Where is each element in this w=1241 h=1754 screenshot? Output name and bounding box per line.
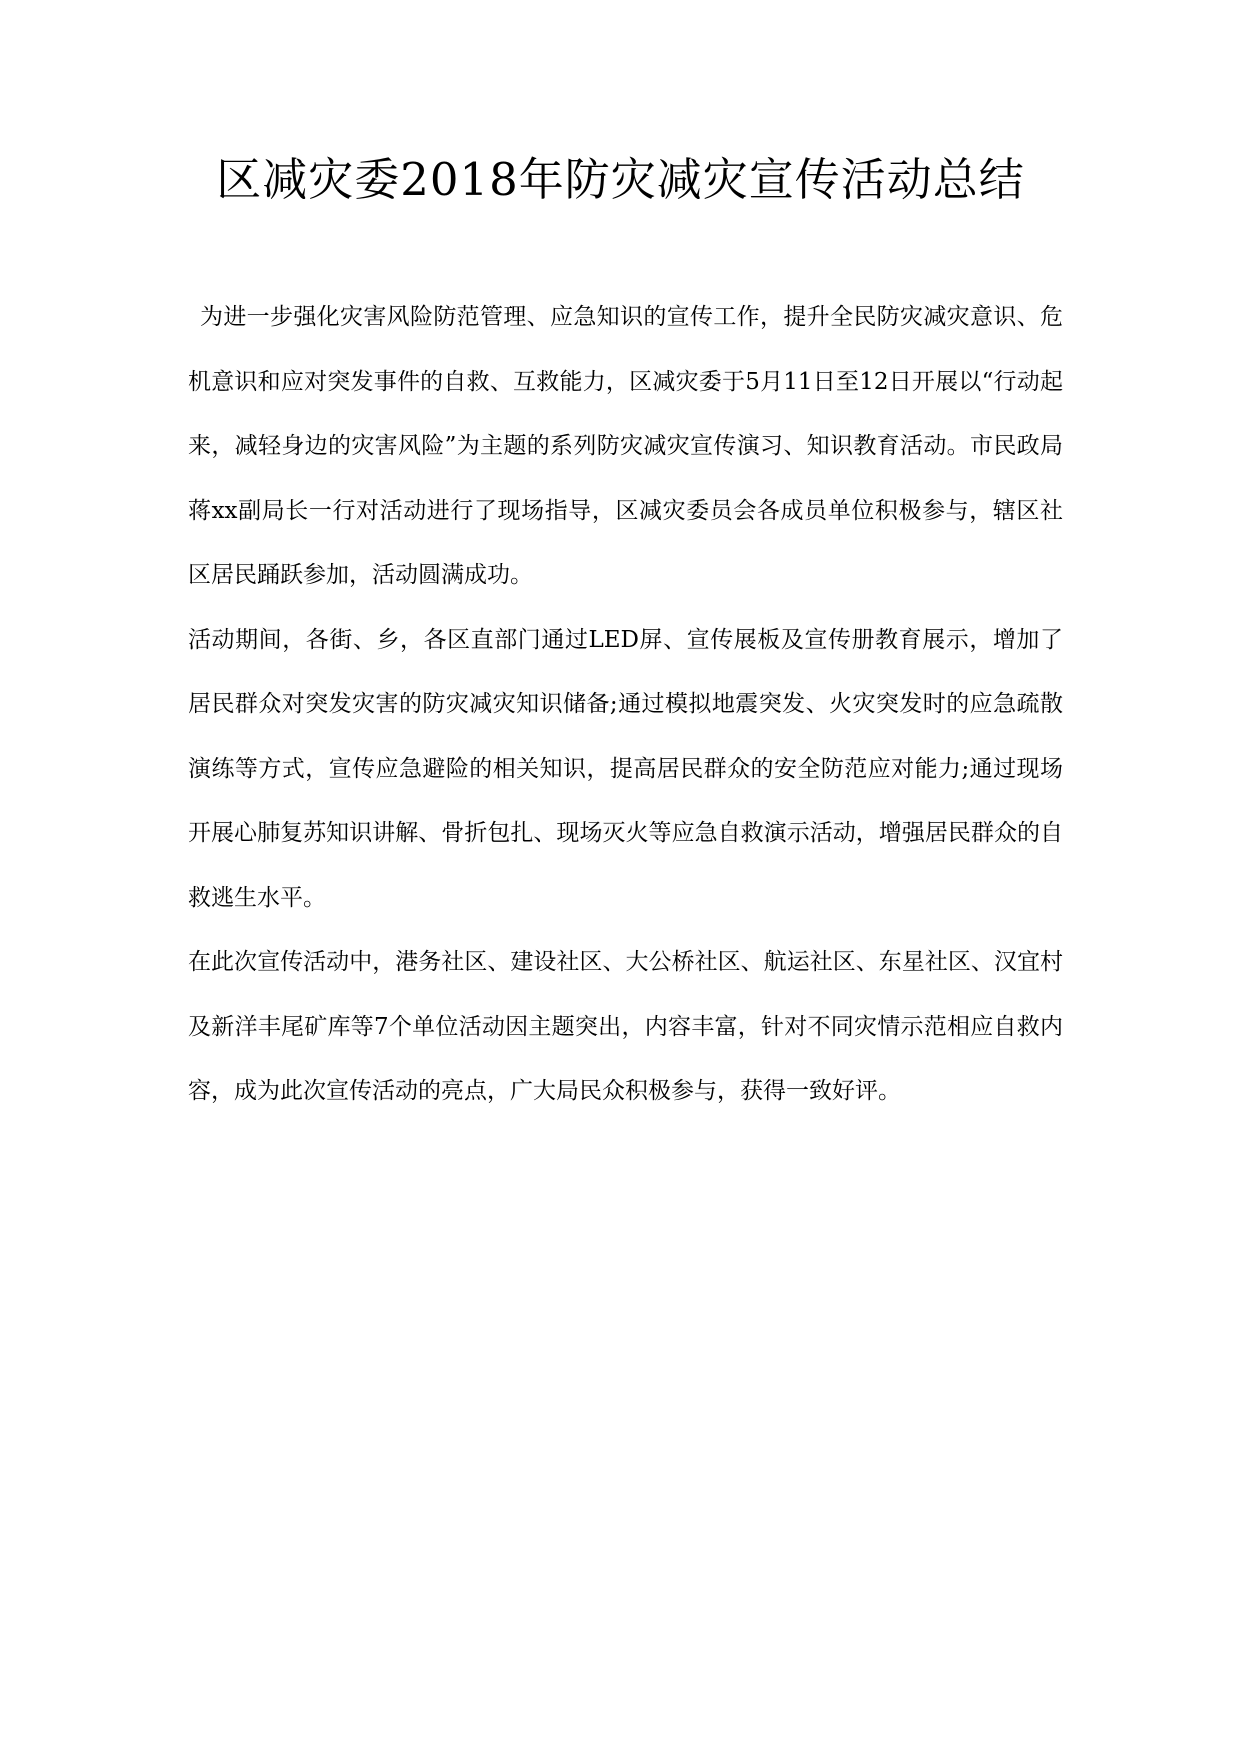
document-body bbox=[188, 285, 1063, 1124]
document-title: 区减灾委2018年防灾减灾宣传活动总结 bbox=[216, 153, 1025, 206]
paragraph-intro: 为进一步强化灾害风险防范管理、应急知识的宣传工作，提升全民防灾减灾意识、危机意识和应对突发事件的自救、互救能力，区减灾委于5月11日至12日开展以“行动起来，减轻身边的灾害风险”为主题的系列防灾减灾宣传演习、知识教育活动。市民政局蒋xx副局长一行对活动进行了现场指导，区减灾委员会各成员单位积极参与，辖区社区居民踊跃参加，活动圆满成功。 bbox=[188, 304, 1063, 588]
paragraph-activities: 活动期间，各街、乡，各区直部门通过LED屏、宣传展板及宣传册教育展示，增加了居民群众对突发灾害的防灾减灾知识储备;通过模拟地震突发、火灾突发时的应急疏散演练等方式，宣传应急避险的相关知识，提高居民群众的安全防范应对能力;通过现场开展心肺复苏知识讲解、骨折包扎、现场灭火等应急自救演示活动，增强居民群众的自救逃生水平。 bbox=[188, 626, 1063, 911]
paragraph-highlights: 在此次宣传活动中，港务社区、建设社区、大公桥社区、航运社区、东星社区、汉宜村及新洋丰尾矿库等7个单位活动因主题突出，内容丰富，针对不同灾情示范相应自救内容，成为此次宣传活动的亮点，广大局民众积极参与，获得一致好评。 bbox=[188, 949, 1063, 1104]
